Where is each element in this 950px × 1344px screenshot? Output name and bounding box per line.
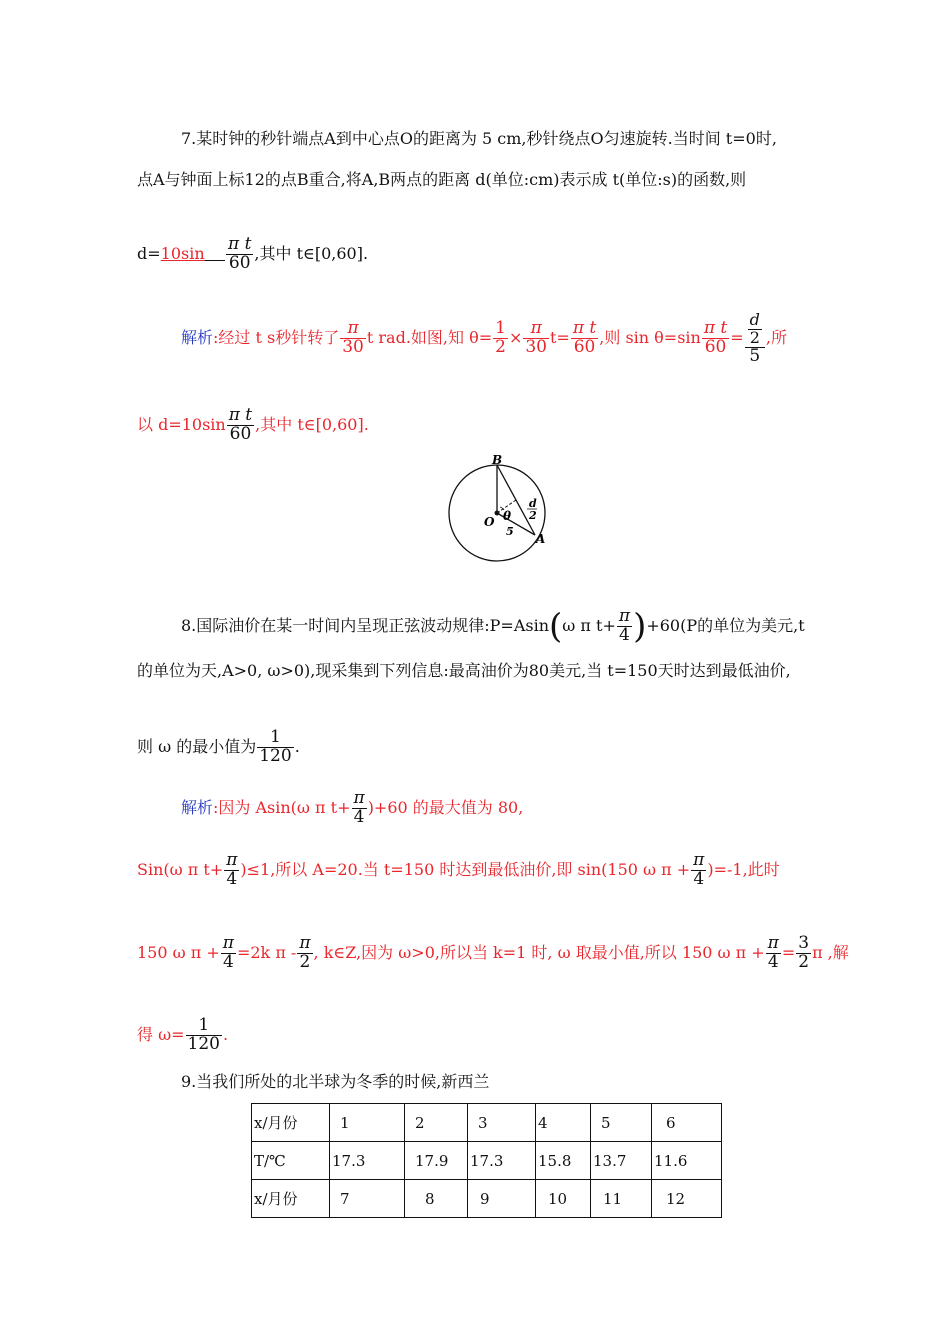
q7-solution-label: 解析 bbox=[181, 328, 214, 348]
q7-line1: 7.某时钟的秒针端点A到中心点O的距离为 5 cm,秒针绕点O匀速旋转.当时间 t=0时, bbox=[181, 129, 777, 148]
q8-solution-line4: 得 ω= $\frac{1}{120}$ . bbox=[137, 1015, 229, 1054]
temperature-table bbox=[251, 1103, 722, 1218]
q7-answer-suffix: ,其中 t∈[0,60]. bbox=[254, 243, 369, 263]
table-row bbox=[252, 1142, 722, 1180]
q8-solution-line3: 150 ω π + $\frac{\pi}{4}$ =2k π - $\frac{\pi}{2}$ , k∈Z,因为 ω>0,所以当 k=1 时, ω 取最小值,所以 150 ω π + $\frac{\pi}{4}$ = $\frac{3}{2}$ π ,解 bbox=[137, 933, 849, 972]
table-cell: 8 bbox=[405, 1180, 468, 1218]
q8-solution-line2: Sin(ω π t+ $\frac{\pi}{4}$ )≤1,所以 A=20.当 t=150 时达到最低油价,即 sin(150 ω π + $\frac{\pi}{4}$ )=-1,此时 bbox=[137, 850, 780, 889]
table-cell: 13.7 bbox=[591, 1142, 652, 1180]
table-cell: 1 bbox=[330, 1104, 405, 1142]
q7-solution-line1: 解析:经过 t s秒针转了 $\frac{\pi}{30}$ t rad.如图,知 θ= $\frac{1}{2}$ × $\frac{\pi}{30}$ t= $\frac{\text{π t}}{60}$ ,则 sin θ=sin $\frac{\text{π t}}{60}$ = $\frac{\frac{d}{2}}{5}$ ,所 bbox=[181, 310, 788, 366]
table-cell: 12 bbox=[652, 1180, 722, 1218]
table-cell: 7 bbox=[330, 1180, 405, 1218]
table-cell: 9 bbox=[468, 1180, 536, 1218]
q7-answer-prefix: d= bbox=[137, 243, 161, 263]
q8-line2: 的单位为天,A>0, ω>0),现采集到下列信息:最高油价为80美元,当 t=150天时达到最低油价, bbox=[137, 661, 791, 680]
table-cell: 2 bbox=[405, 1104, 468, 1142]
table-cell: 11 bbox=[591, 1180, 652, 1218]
table-cell: x/月份 bbox=[252, 1104, 330, 1142]
q8-solution-label: 解析 bbox=[181, 797, 214, 817]
table-cell: 17.3 bbox=[330, 1142, 405, 1180]
label-O: O bbox=[484, 515, 495, 529]
q8-line3: 则 ω 的最小值为 $\frac{1}{120}$ . bbox=[137, 727, 300, 766]
table-cell: 10 bbox=[536, 1180, 591, 1218]
table-cell: 4 bbox=[536, 1104, 591, 1142]
label-A: A bbox=[536, 532, 546, 546]
table-cell: 15.8 bbox=[536, 1142, 591, 1180]
q7-solution-line2: 以 d=10sin $\frac{\text{π t}}{60}$ ,其中 t∈[0,60]. bbox=[137, 405, 369, 444]
q7-answer-line bbox=[137, 236, 368, 273]
label-2: 2 bbox=[529, 509, 537, 522]
table-cell: 11.6 bbox=[652, 1142, 722, 1180]
q9-line1: 9.当我们所处的北半球为冬季的时候,新西兰 bbox=[181, 1072, 490, 1091]
table-cell: 17.3 bbox=[468, 1142, 536, 1180]
q7-answer-blank: 10sin bbox=[160, 243, 205, 263]
table-row bbox=[252, 1180, 722, 1218]
table-cell: 6 bbox=[652, 1104, 722, 1142]
table-cell: 5 bbox=[591, 1104, 652, 1142]
table-cell: T/℃ bbox=[252, 1142, 330, 1180]
q7-line2: 点A与钟面上标12的点B重合,将A,B两点的距离 d(单位:cm)表示成 t(单位:s)的函数,则 bbox=[137, 170, 747, 189]
label-5: 5 bbox=[506, 525, 514, 538]
table-cell: 3 bbox=[468, 1104, 536, 1142]
table-row bbox=[252, 1104, 722, 1142]
q8-solution-line1: 解析:因为 Asin(ω π t+ $\frac{\pi}{4}$ )+60 的最大值为 80, bbox=[181, 788, 524, 827]
table-cell: 17.9 bbox=[405, 1142, 468, 1180]
label-d: d bbox=[529, 497, 537, 510]
q8-line1: 8.国际油价在某一时间内呈现正弦波动规律:P=Asin(ω π t+ $\frac{\pi}{4}$ )+60(P的单位为美元,t bbox=[181, 606, 805, 647]
table-cell: x/月份 bbox=[252, 1180, 330, 1218]
label-theta: θ bbox=[503, 509, 512, 523]
label-B: B bbox=[492, 453, 503, 467]
clock-diagram bbox=[440, 450, 560, 570]
q7-answer-fraction: $\frac{\text{π t}}{60}$ bbox=[228, 234, 252, 273]
